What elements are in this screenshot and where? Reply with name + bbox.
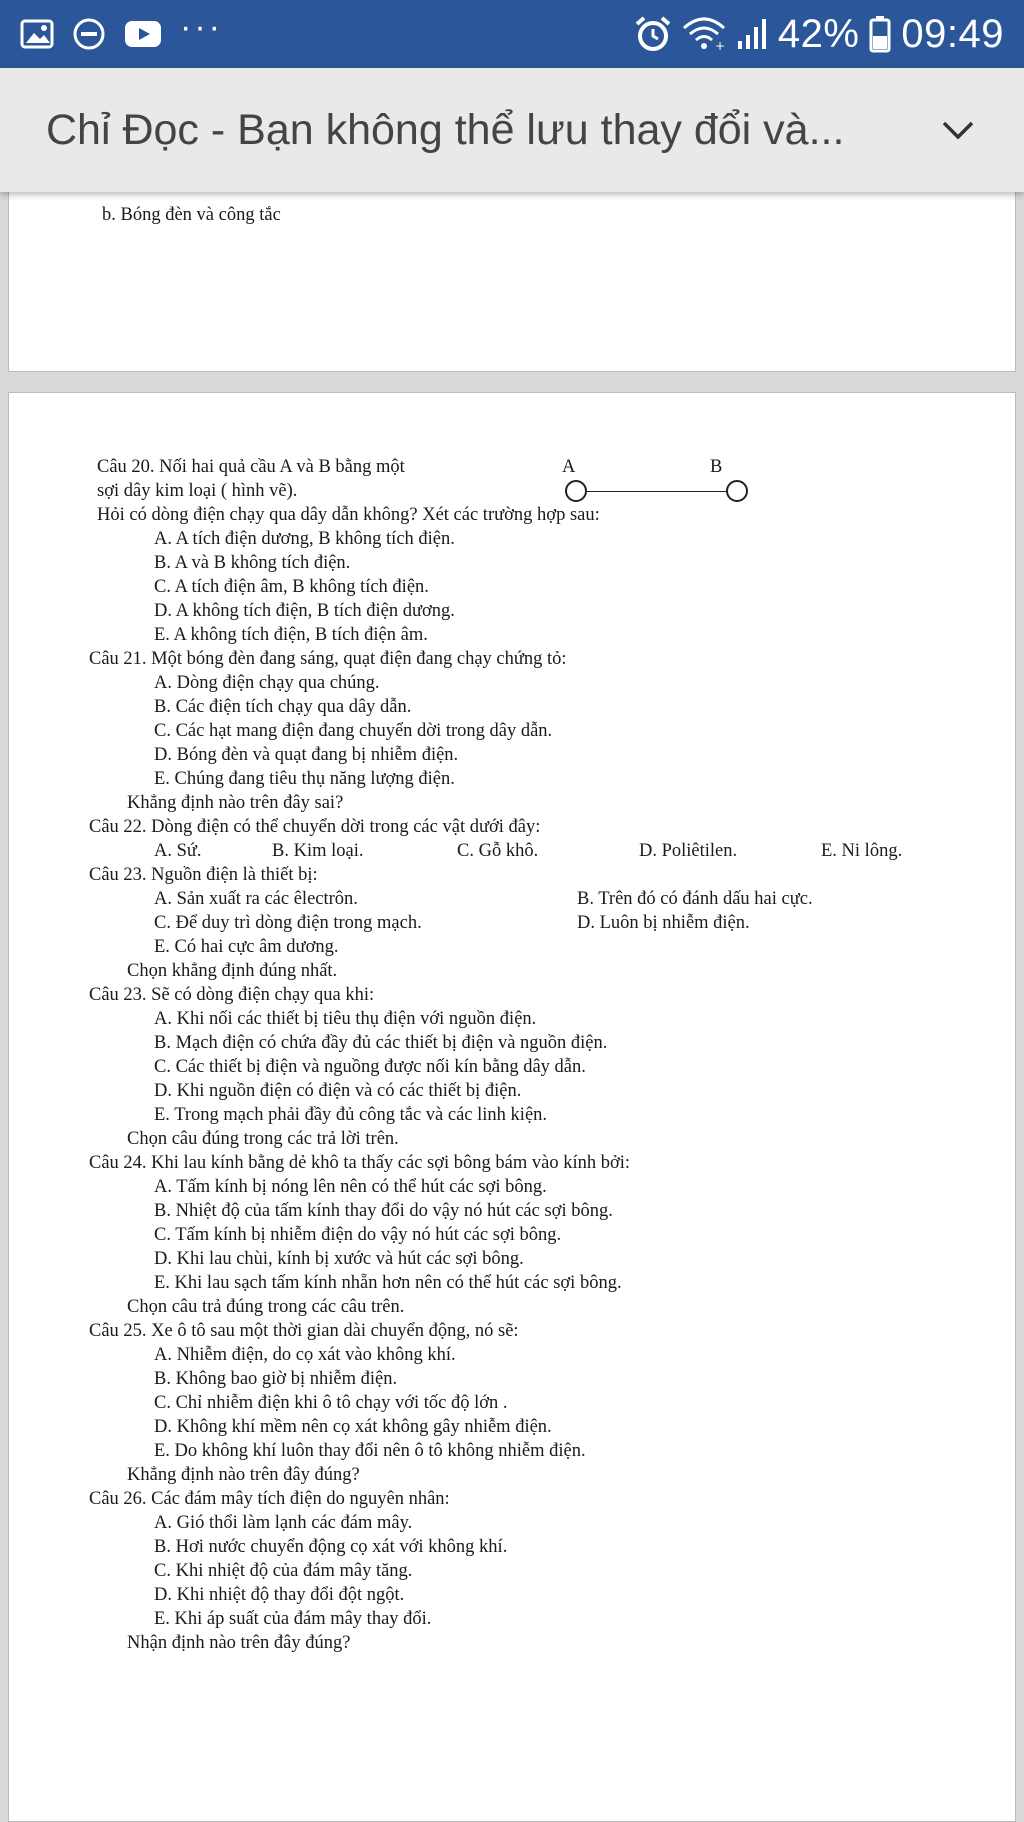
label-b: B [710,457,723,477]
question-20-line2: sợi dây kim loại ( hình vẽ). [97,481,298,501]
do-not-disturb-icon [72,17,106,51]
instruction-line: Nhận định nào trên đây đúng? [127,1633,351,1653]
option-line: A. A tích điện dương, B không tích điện. [154,529,455,549]
option-line: C. Tấm kính bị nhiễm điện do vậy nó hút các sợi bông. [154,1225,562,1245]
option-line: E. Chúng đang tiêu thụ năng lượng điện. [154,769,455,789]
status-right-icons [634,10,1004,58]
document-page-2 [8,392,1016,1822]
option-line: D. Không khí mềm nên cọ xát không gây nhiễm điện. [154,1417,552,1437]
option-line: D. A không tích điện, B tích điện dương. [154,601,455,621]
option-line: C. Các hạt mang điện đang chuyển dời trong dây dẫn. [154,721,553,741]
option-line: C. Chỉ nhiễm điện khi ô tô chạy với tốc độ lớn . [154,1393,508,1413]
option-line: E. Do không khí luôn thay đổi nên ô tô không nhiễm điện. [154,1441,586,1461]
instruction-line: Chọn khẳng định đúng nhất. [127,961,338,981]
sphere-a [565,480,587,502]
option-line: C. A tích điện âm, B không tích điện. [154,577,429,597]
youtube-icon [124,20,162,48]
instruction-line: Khẳng định nào trên đây sai? [127,793,344,813]
status-left-icons [20,7,223,54]
option-line: B. Mạch điện có chứa đầy đủ các thiết bị điện và nguồn điện. [154,1033,608,1053]
question-24-title: Câu 24. Khi lau kính bằng dẻ khô ta thấy các sợi bông bám vào kính bởi: [89,1153,631,1173]
more-dots-icon: ··· [180,7,223,46]
instruction-line: Chọn câu trả đúng trong các câu trên. [127,1297,405,1317]
option-line: A. Gió thổi làm lạnh các đám mây. [154,1513,413,1533]
option-line: D. Poliêtilen. [639,841,738,861]
sphere-b [726,480,748,502]
chevron-down-icon[interactable] [938,110,978,150]
question-20-title: Câu 20. Nối hai quả cầu A và B bằng một [97,457,405,477]
option-line: B. A và B không tích điện. [154,553,351,573]
option-line: E. Khi lau sạch tấm kính nhẵn hơn nên có thể hút các sợi bông. [154,1273,622,1293]
option-line: C. Khi nhiệt độ của đám mây tăng. [154,1561,413,1581]
question-25-title: Câu 25. Xe ô tô sau một thời gian dài chuyển động, nó sẽ: [89,1321,519,1341]
question-20-line3: Hỏi có dòng điện chạy qua dây dẫn không? Xét các trường hợp sau: [97,505,600,525]
read-only-title: Chỉ Đọc - Bạn không thể lưu thay đổi và... [46,106,845,154]
option-line: E. Ni lông. [821,841,903,861]
instruction-line: Khẳng định nào trên đây đúng? [127,1465,360,1485]
option-line: A. Tấm kính bị nóng lên nên có thể hút các sợi bông. [154,1177,547,1197]
option-line: C. Gỗ khô. [457,841,539,861]
option-line: D. Luôn bị nhiễm điện. [577,913,750,933]
option-line: E. Khi áp suất của đám mây thay đổi. [154,1609,432,1629]
option-line: E. Trong mạch phải đầy đủ công tắc và các linh kiện. [154,1105,548,1125]
status-bar [0,0,1024,68]
battery-icon [869,15,891,53]
clock-time: 09:49 [901,11,1004,56]
image-icon [20,19,54,49]
metal-wire [584,491,730,492]
option-line: B. Các điện tích chạy qua dây dẫn. [154,697,412,717]
option-line: B. Không bao giờ bị nhiễm điện. [154,1369,398,1389]
question-22-title: Câu 22. Dòng điện có thể chuyển dời trong các vật dưới đây: [89,817,541,837]
question-26-title: Câu 26. Các đám mây tích điện do nguyên nhân: [89,1489,450,1509]
label-a: A [562,457,576,477]
svg-text:+: + [714,39,725,52]
question-23-title: Câu 23. Nguồn điện là thiết bị: [89,865,318,885]
read-only-banner[interactable] [0,68,1024,192]
option-line: B. Nhiệt độ của tấm kính thay đổi do vậy nó hút các sợi bông. [154,1201,613,1221]
option-line: D. Khi nguồn điện có điện và có các thiết bị điện. [154,1081,522,1101]
option-line: D. Khi nhiệt độ thay đổi đột ngột. [154,1585,405,1605]
option-line: A. Sản xuất ra các êlectrôn. [154,889,358,909]
option-line: b. Bóng đèn và công tắc [102,205,281,225]
option-line: A. Nhiễm điện, do cọ xát vào không khí. [154,1345,456,1365]
option-line: B. Hơi nước chuyển động cọ xát với không khí. [154,1537,508,1557]
option-line: E. Có hai cực âm dương. [154,937,339,957]
option-line: C. Để duy trì dòng điện trong mạch. [154,913,422,933]
option-line: B. Kim loại. [272,841,364,861]
option-line: E. A không tích điện, B tích điện âm. [154,625,428,645]
battery-percent: 42% [777,11,860,56]
wifi-icon [682,16,726,52]
instruction-line: Chọn câu đúng trong các trả lời trên. [127,1129,399,1149]
option-line: A. Dòng điện chạy qua chúng. [154,673,380,693]
option-line: A. Khi nối các thiết bị tiêu thụ điện với nguồn điện. [154,1009,537,1029]
alarm-icon [634,15,672,53]
question-21-title: Câu 21. Một bóng đèn đang sáng, quạt điện đang chạy chứng tỏ: [89,649,567,669]
option-line: D. Bóng đèn và quạt đang bị nhiễm điện. [154,745,459,765]
option-line: D. Khi lau chùi, kính bị xước và hút các sợi bông. [154,1249,524,1269]
question-23b-title: Câu 23. Sẽ có dòng điện chạy qua khi: [89,985,375,1005]
signal-icon [736,17,768,51]
option-line: C. Các thiết bị điện và nguồng được nối kín bằng dây dẫn. [154,1057,586,1077]
option-line: B. Trên đó có đánh dấu hai cực. [577,889,813,909]
option-line: A. Sứ. [154,841,202,861]
